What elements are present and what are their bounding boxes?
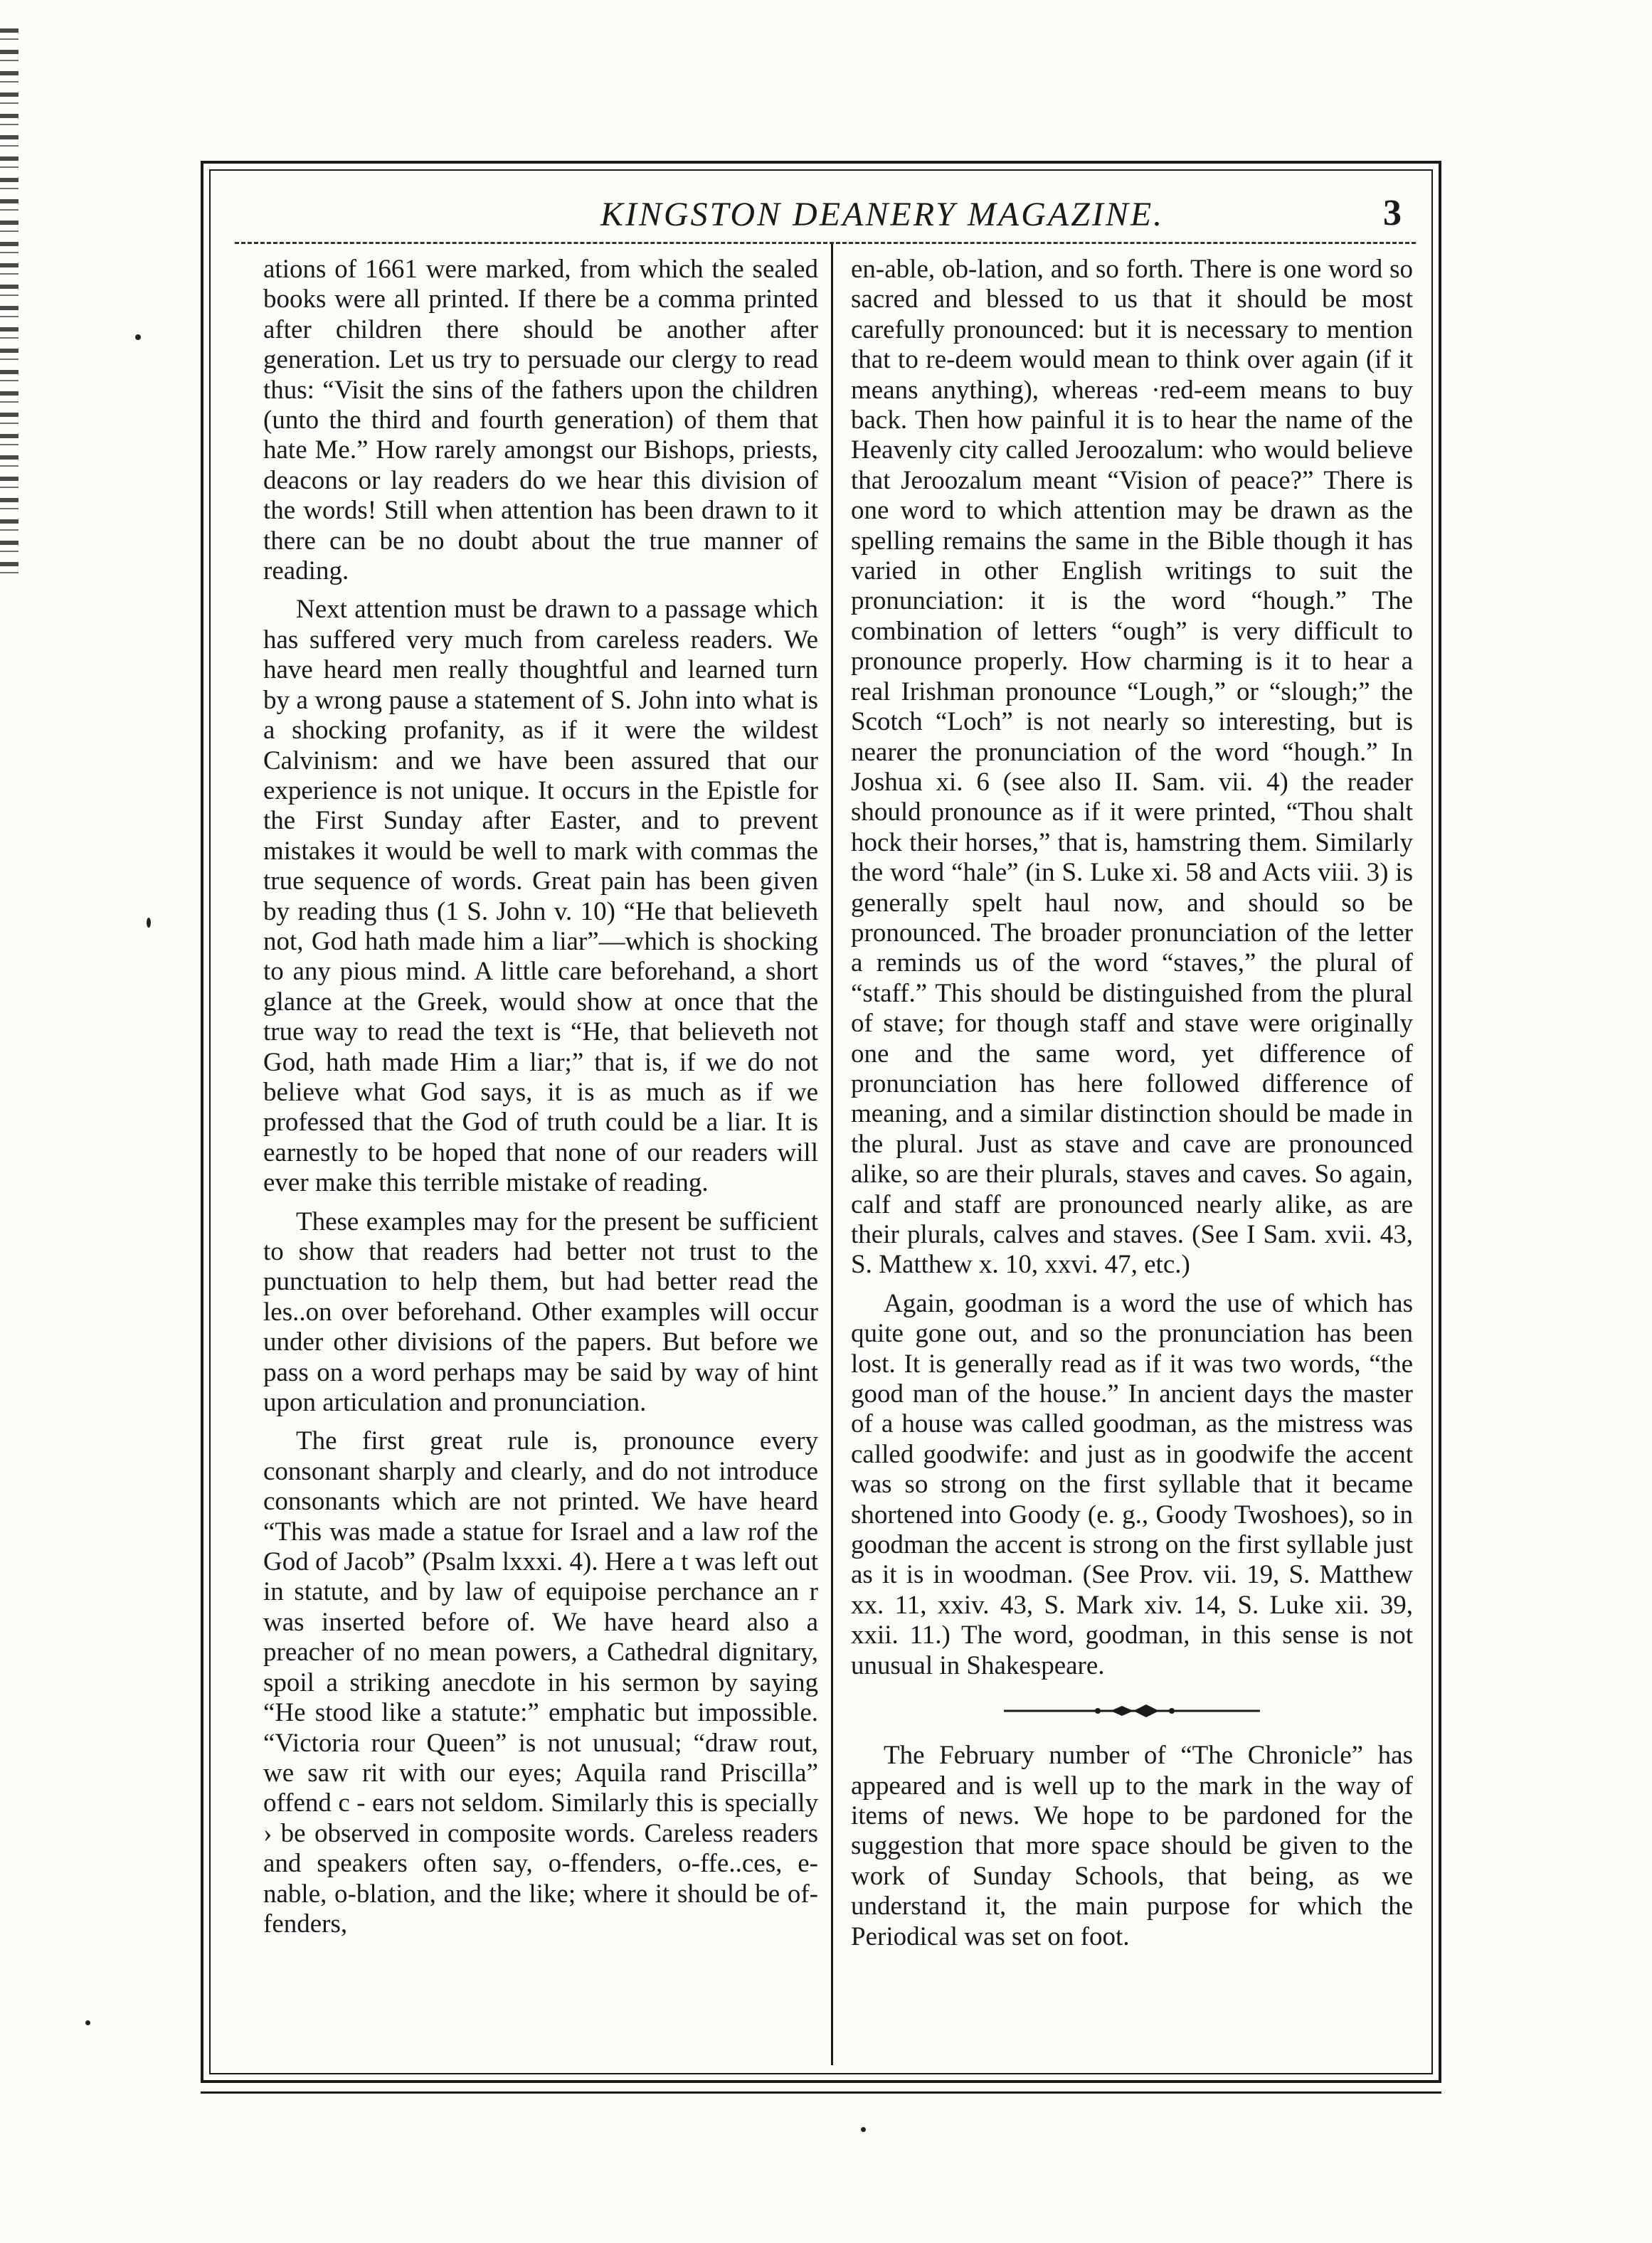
- paragraph: ations of 1661 were marked, from which the sealed books were all printed. If there be a comma printed after children there should be another after generation. Let us try to persuade our clergy to read thus: “Visit the sins of the fathers upon the children (unto the third and fourth generation) of them that hate Me.” How rarely amongst our Bishops, priests, deacons or lay readers do we hear this division of the words! Still when attention has been drawn to it there can be no doubt about the true manner of reading.: [263, 255, 818, 586]
- paragraph: The first great rule is, pronounce every consonant sharply and clearly, and do not introduce consonants which are not printed. We have heard “This was made a statue for Israel and a law rof the God of Jacob” (Psalm lxxxi. 4). Here a t was left out in statute, and by law of equipoise perchance an r was inserted before of. We have heard also a preacher of no mean powers, a Cathedral dignitary, spoil a striking anecdote in his sermon by saying “He stood like a statute:” emphatic but impossible. “Victoria rour Queen” is not unusual; “draw rout, we saw rit with our eyes; Aquila rand Priscilla” offend c - ears not seldom. Similarly this is specially › be observed in composite words. Careless readers and speakers often say, o-ffenders, o-ffe..ces, e-nable, o-blation, and the like; where it should be of-fenders,: [263, 1426, 818, 1939]
- paragraph: These examples may for the present be sufficient to show that readers had better not trust to the punctuation to help them, but had better read the les..on over beforehand. Other examples will occur under other divisions of the papers. But before we pass on a word perhaps may be said by way of hint upon articulation and pronunciation.: [263, 1207, 818, 1418]
- paragraph: en-able, ob-lation, and so forth. There is one word so sacred and blessed to us that it should be most carefully pronounced: but it is necessary to mention that to re-deem would mean to think over again (if it means anything), whereas ·red-eem means to buy back. Then how painful it is to hear the name of the Heavenly city called Jeroozalum: who would believe that Jeroozalum meant “Vision of peace?” There is one word to which attention may be drawn as the spelling remains the same in the Bible though it has varied in other English writings to suit the pronunciation: it is the word “hough.” The combination of letters “ough” is very difficult to pronounce properly. How charming is it to hear a real Irishman pronounce “Lough,” or “slough;” the Scotch “Loch” is not nearly so interesting, but is nearer the pronunciation of the word “hough.” In Joshua xi. 6 (see also II. Sam. vii. 4) the reader should pronounce as if it were printed, “Thou shalt hock their horses,” that is, hamstring them. Similarly the word “hale” (in S. Luke xi. 58 and Acts viii. 3) is generally spelt haul now, and should so be pronounced. The broader pronunciation of the letter a reminds us of the word “staves,” the plural of “staff.” This should be distinguished from the plural of stave; for though staff and stave were originally one and the same word, yet difference of pronunciation has here followed difference of meaning, and a similar distinction should be made in the plural. Just as stave and cave are pronounced alike, so are their plurals, staves and caves. So again, calf and staff are pronounced nearly alike, as are their plurals, calves and staves. (See I Sam. xvii. 43, S. Matthew x. 10, xxvi. 47, etc.): [851, 255, 1413, 1280]
- running-title: KINGSTON DEANERY MAGAZINE.: [600, 196, 1165, 233]
- page-number: 3: [1383, 193, 1402, 233]
- ornamental-divider: [1004, 1702, 1260, 1719]
- ink-speck: [135, 334, 141, 340]
- paragraph: Next attention must be drawn to a passage which has suffered very much from careless readers. We have heard men really thoughtful and learned turn by a wrong pause a statement of S. John into what is a shocking profanity, as if it were the wildest Calvinism: and we have been assured that our experience is not unique. It occurs in the Epistle for the First Sunday after Easter, and to prevent mistakes it would be well to mark with commas the true sequence of words. Great pain has been given by reading thus (1 S. John v. 10) “He that believeth not, God hath made him a liar”—which is shocking to any pious mind. A little care beforehand, a short glance at the Greek, would show at once that the true way to read the text is “He, that believeth not God, hath made Him a liar;” that is, if we do not believe what God says, it is as much as if we professed that the God of truth could be a liar. It is earnestly to be hoped that none of our readers will ever make this terrible mistake of reading.: [263, 595, 818, 1198]
- ink-speck: [147, 918, 151, 928]
- header-rule: [235, 242, 1416, 244]
- column-divider: [831, 244, 833, 2065]
- left-column: [263, 255, 818, 1948]
- ink-speck: [861, 2127, 866, 2132]
- page-header: [235, 186, 1416, 236]
- right-column: [851, 255, 1413, 1961]
- bottom-rule: [201, 2091, 1441, 2094]
- chronicle-note: The February number of “The Chronicle” has appeared and is well up to the mark in the way of items of news. We hope to be pardoned for the suggestion that more space should be given to the work of Sunday Schools, that being, as we understand it, the main purpose for which the Periodical was set on foot.: [851, 1741, 1413, 1951]
- binding-edge: [0, 28, 18, 583]
- paragraph: Again, goodman is a word the use of which has quite gone out, and so the pronunciation has been lost. It is generally read as if it was two words, “the good man of the house.” In ancient days the master of a house was called goodman, as the mistress was called goodwife: and just as in goodwife the accent was so strong on the first syllable that it became shortened into Goody (e. g., Goody Twoshoes), so in goodman the accent is strong on the first syllable just as it is in woodman. (See Prov. vii. 19, S. Matthew xx. 11, xxiv. 43, S. Mark xiv. 14, S. Luke xii. 39, xxii. 11.) The word, goodman, in this sense is not unusual in Shakespeare.: [851, 1288, 1413, 1680]
- ink-speck: [85, 2020, 90, 2025]
